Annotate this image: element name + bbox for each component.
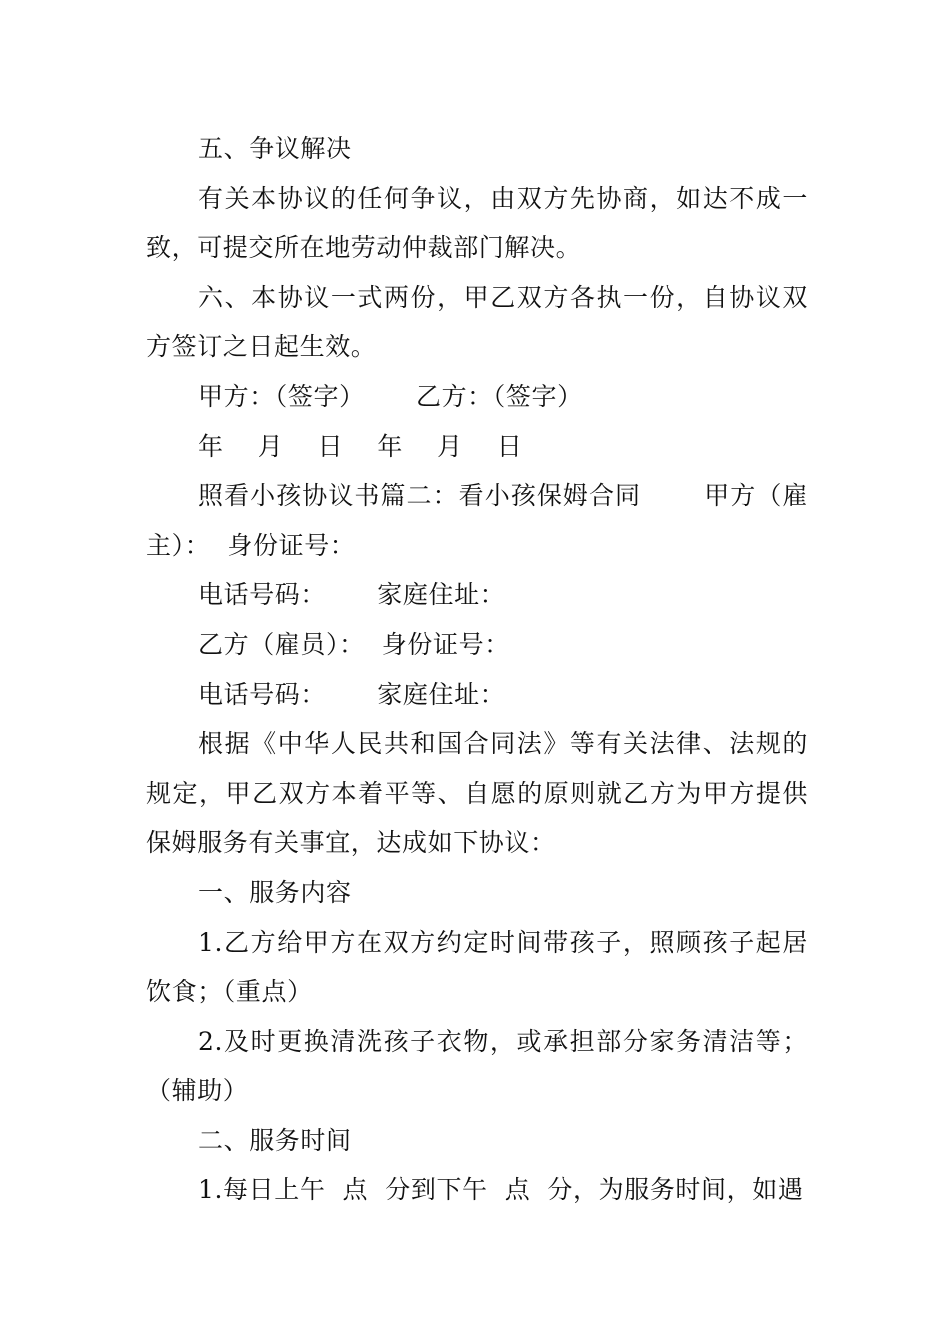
party-b-contact: 电话号码： 家庭住址：	[198, 679, 506, 709]
paragraph-legal-basis: 根据《中华人民共和国合同法》等有关法律、法规的规定，甲乙双方本着平等、自愿的原则就乙方为甲方提供保姆服务有关事宜，达成如下协议：	[146, 729, 808, 858]
service-item-2: 2.及时更换清洗孩子衣物，或承担部分家务清洁等；（辅助）	[146, 1026, 808, 1106]
section-heading-service-content: 一、服务内容	[198, 877, 352, 907]
section-heading-dispute: 五、争议解决	[198, 134, 352, 163]
signature-line: 甲方：（签字） 乙方：（签字）	[198, 381, 583, 411]
party-b-id: 乙方（雇员）： 身份证号：	[198, 629, 510, 659]
contract-title-party-a: 照看小孩协议书篇二：看小孩保姆合同 甲方（雇主）： 身份证号：	[146, 481, 808, 560]
paragraph-dispute-resolution: 有关本协议的任何争议，由双方先协商，如达不成一致，可提交所在地劳动仲裁部门解决。	[146, 183, 808, 263]
section-heading-service-time: 二、服务时间	[198, 1125, 352, 1155]
service-time-item-1: 1.每日上午 点 分到下午 点 分，为服务时间，如遇	[198, 1175, 804, 1205]
party-a-contact: 电话号码： 家庭住址：	[198, 580, 506, 610]
service-item-1: 1.乙方给甲方在双方约定时间带孩子，照顾孩子起居饮食；（重点）	[146, 927, 808, 1007]
date-line: 年 月 日 年 月 日	[198, 431, 523, 461]
document-body	[146, 124, 808, 1215]
paragraph-copies-effective: 六、本协议一式两份，甲乙双方各执一份，自协议双方签订之日起生效。	[146, 282, 808, 362]
